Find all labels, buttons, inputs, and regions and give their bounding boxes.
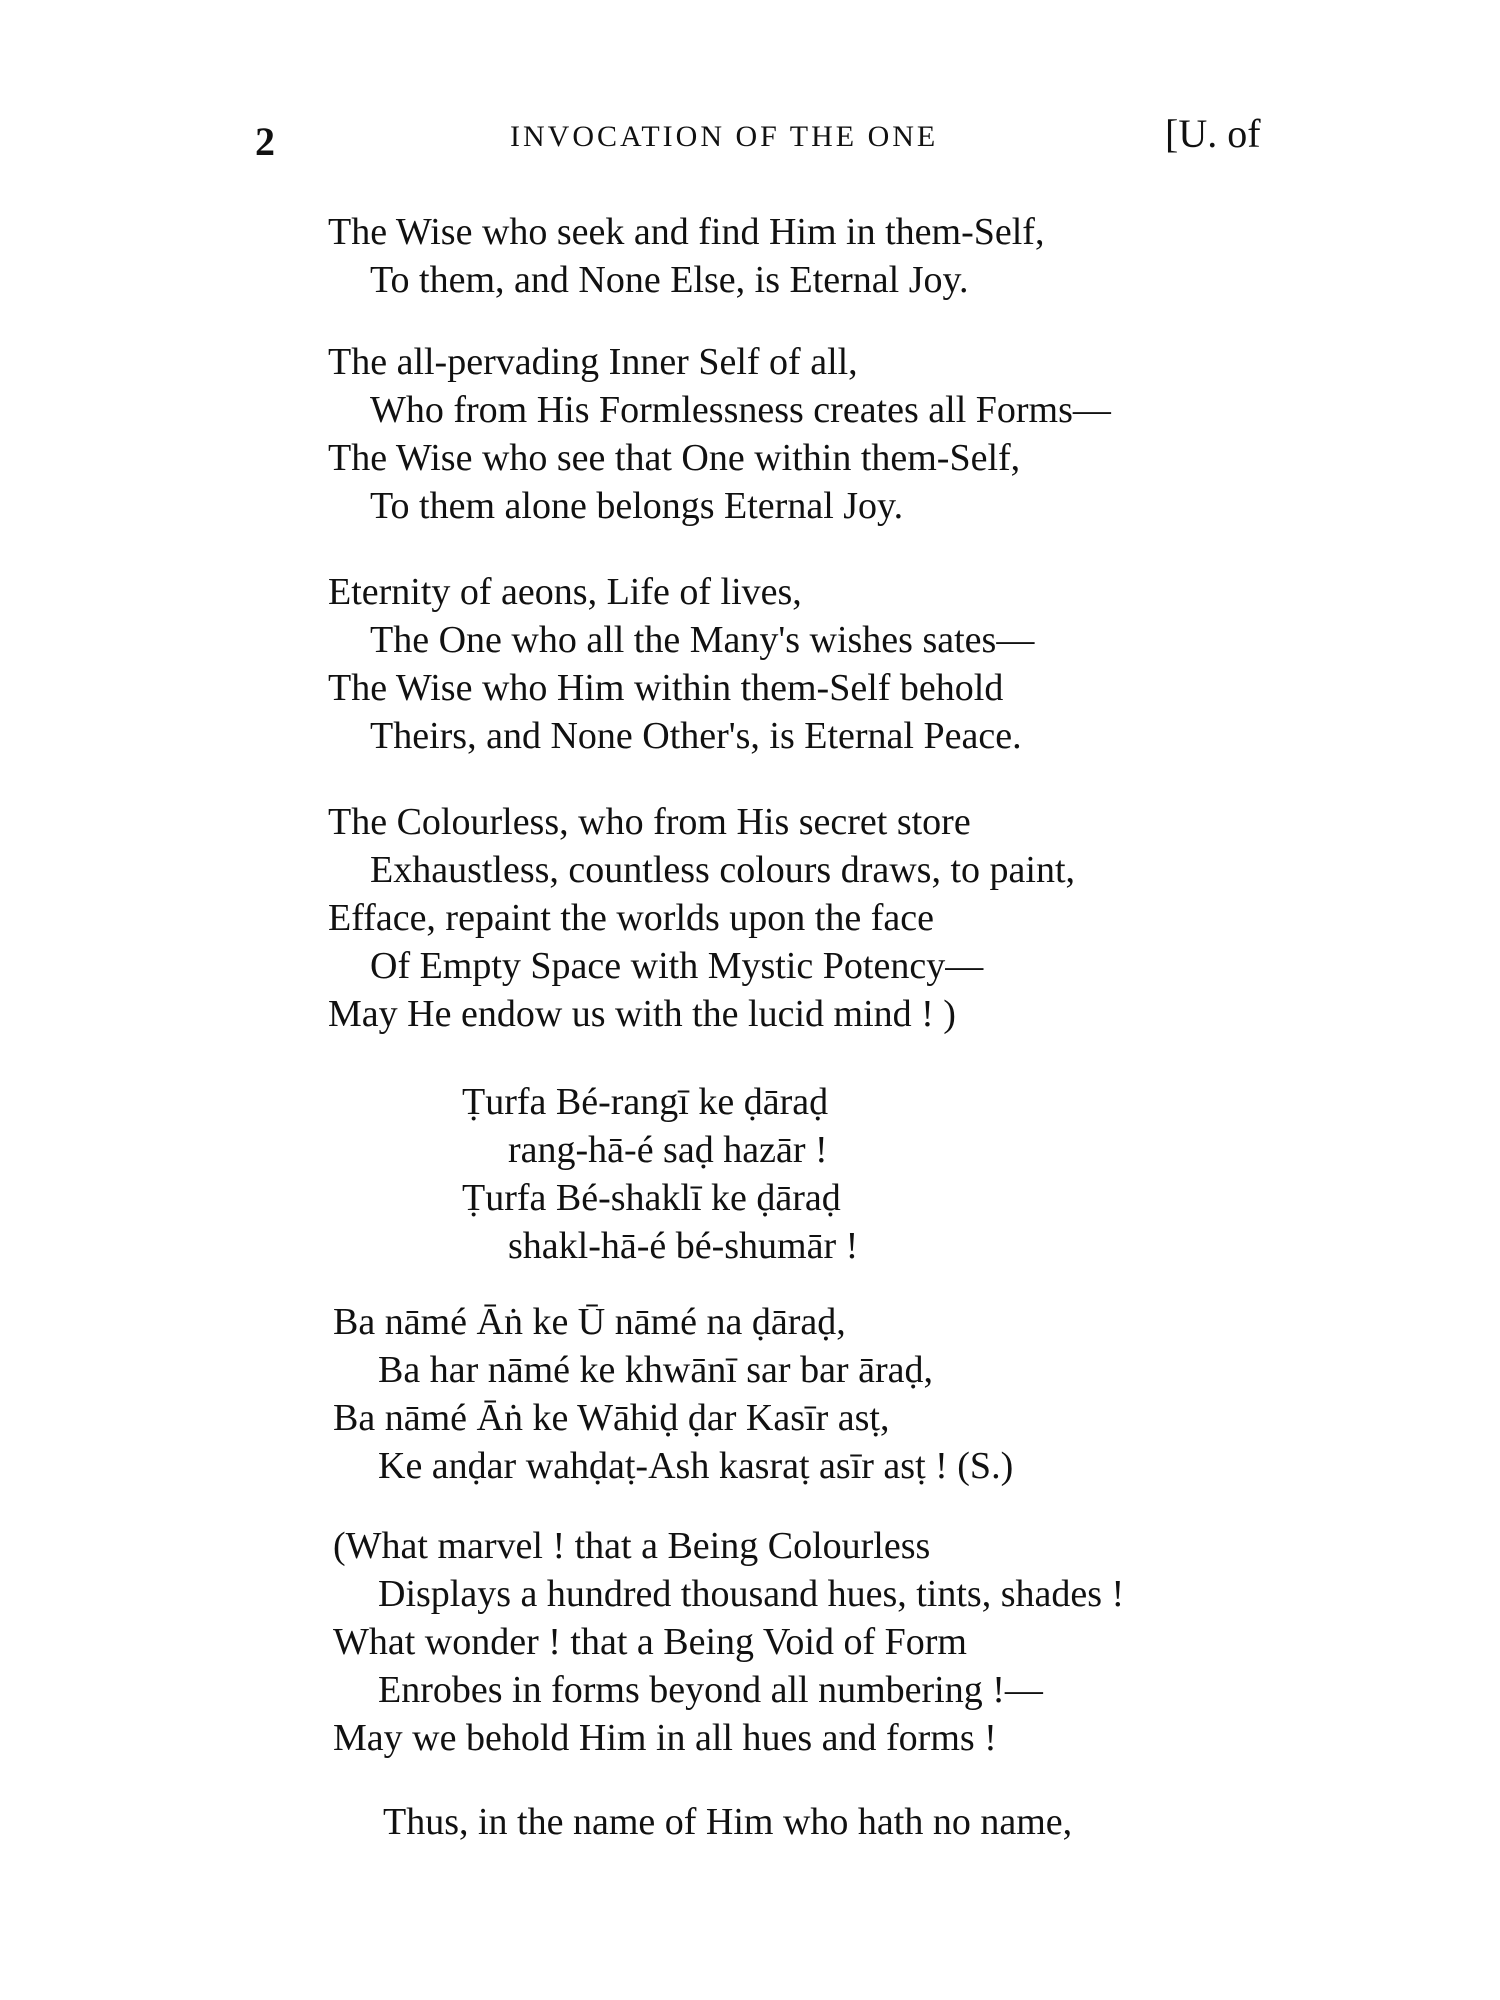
verse-line: The Wise who seek and find Him in them-Self, <box>328 211 1045 253</box>
verse-line: Ba nāmé Āṅ ke Wāhiḍ ḍar Kasīr asṭ, <box>333 1397 890 1439</box>
verse-line: The Wise who see that One within them-Self, <box>328 437 1021 479</box>
verse-line: Ba har nāmé ke khwānī sar bar āraḍ, <box>378 1349 933 1391</box>
verse-line: The all-pervading Inner Self of all, <box>328 341 858 383</box>
verse-line: Who from His Formlessness creates all Forms— <box>370 389 1111 431</box>
running-head-right: [U. of <box>1165 111 1261 156</box>
verse-line: To them, and None Else, is Eternal Joy. <box>370 259 969 301</box>
running-title: INVOCATION OF THE ONE <box>510 120 939 153</box>
verse-line: To them alone belongs Eternal Joy. <box>370 485 904 527</box>
verse-line: shakl-hā-é bé-shumār ! <box>508 1225 859 1267</box>
verse-line: The Colourless, who from His secret store <box>328 801 971 843</box>
verse-line: What wonder ! that a Being Void of Form <box>333 1621 967 1663</box>
verse-line: Of Empty Space with Mystic Potency— <box>370 945 984 987</box>
verse-line: Efface, repaint the worlds upon the face <box>328 897 934 939</box>
verse-line: May we behold Him in all hues and forms ! <box>333 1717 997 1759</box>
verse-line: The Wise who Him within them-Self behold <box>328 667 1004 709</box>
verse-line: rang-hā-é saḍ hazār ! <box>508 1129 828 1171</box>
running-head <box>0 110 1500 170</box>
verse-line: Exhaustless, countless colours draws, to paint, <box>370 849 1076 891</box>
verse-line: Enrobes in forms beyond all numbering !— <box>378 1669 1043 1711</box>
verse-line: May He endow us with the lucid mind ! ) <box>328 993 956 1035</box>
verse-line: (What marvel ! that a Being Colourless <box>333 1525 931 1567</box>
verse-line: Ṭurfa Bé-rangī ke ḍāraḍ <box>462 1081 829 1123</box>
verse-line: Displays a hundred thousand hues, tints, shades ! <box>378 1573 1125 1615</box>
verse-line: Theirs, and None Other's, is Eternal Peace. <box>370 715 1022 757</box>
verse-line: Ba nāmé Āṅ ke Ū nāmé na ḍāraḍ, <box>333 1301 846 1343</box>
verse-line: The One who all the Many's wishes sates— <box>370 619 1035 661</box>
verse-line: Ṭurfa Bé-shaklī ke ḍāraḍ <box>462 1177 841 1219</box>
verse-line: Eternity of aeons, Life of lives, <box>328 571 802 613</box>
verse-line: Ke anḍar wahḍaṭ-Ash kasraṭ asīr asṭ ! (S.) <box>378 1445 1014 1487</box>
page-number: 2 <box>255 119 275 164</box>
verse-line: Thus, in the name of Him who hath no name, <box>383 1801 1073 1843</box>
